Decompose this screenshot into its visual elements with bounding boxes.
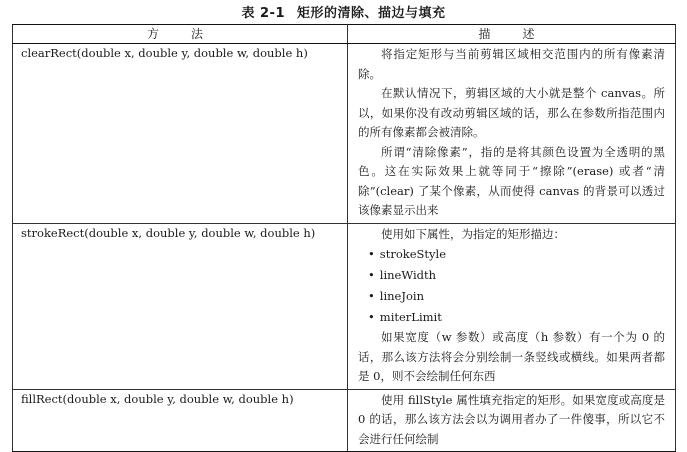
header-method: 方 法 [13, 25, 348, 44]
description-paragraph: 在默认情况下，剪辑区域的大小就是整个 canvas。所以，如果你没有改动剪辑区域的话，那么在参数所指范围内的所有像素都会被清除。 [358, 86, 665, 139]
description-fillrect [348, 389, 676, 452]
method-fillrect: fillRect(double x, double y, double w, double h) [13, 389, 348, 452]
bullet-icon: • [368, 310, 375, 324]
bullet-icon: • [368, 289, 375, 303]
method-clearrect: clearRect(double x, double y, double w, double h) [13, 44, 348, 224]
bullet-text: lineWidth [379, 268, 437, 282]
bullet-icon: • [368, 247, 375, 261]
header-description: 描 述 [348, 25, 676, 44]
table-row [13, 223, 676, 389]
table-header-row [13, 25, 676, 44]
table-number: 表 2-1 [241, 6, 285, 21]
description-strokerect [348, 223, 676, 389]
description-paragraph: 所谓“清除像素”，指的是将其颜色设置为全透明的黑色。这在实际效果上就等同于“擦除”(erase) 或者“清除”(clear) 了某个像素，从而使得 canvas 的背景可以透过该像素显示出来 [358, 144, 665, 217]
bullet-text: strokeStyle [379, 247, 446, 261]
bullet-text: miterLimit [379, 310, 442, 324]
bullet-item [358, 244, 665, 265]
table-caption [0, 2, 687, 21]
table-title: 矩形的清除、描边与填充 [297, 6, 446, 21]
description-paragraph: 使用如下属性，为指定的矩形描边： [381, 226, 565, 241]
bullet-item [358, 307, 665, 328]
method-strokerect: strokeRect(double x, double y, double w, double h) [13, 223, 348, 389]
bullet-text: lineJoin [379, 289, 424, 303]
description-clearrect [348, 44, 676, 224]
description-paragraph: 将指定矩形与当前剪辑区域相交范围内的所有像素清除。 [358, 47, 665, 81]
description-paragraph: 如果宽度（w 参数）或高度（h 参数）有一个为 0 的话，那么该方法将会分别绘制一条竖线或横线。如果两者都是 0，则不会绘制任何东西 [358, 330, 665, 383]
description-paragraph: 使用 fillStyle 属性填充指定的矩形。如果宽度或高度是 0 的话，那么该方法会以为调用者办了一件傻事，所以它不会进行任何绘制 [358, 392, 665, 446]
bullet-item [358, 265, 665, 286]
bullet-icon: • [368, 268, 375, 282]
table-row [13, 44, 676, 224]
table-row [13, 389, 676, 452]
methods-table [12, 24, 676, 452]
bullet-item [358, 286, 665, 307]
